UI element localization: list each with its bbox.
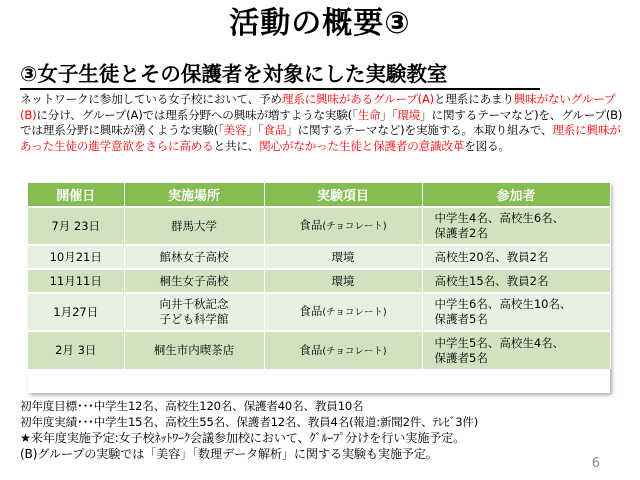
item-main: 食品 [299,218,323,232]
emphasis-text: 食品 [263,123,287,137]
emphasis-text: 理系に興味があるグループ(A) [281,92,435,106]
emphasis-text: 環境 [397,107,421,122]
next-year-plan: ★来年度実施予定:女子校ﾈｯﾄﾜｰｸ会議参加校において、ｸﾞﾙｰﾌﾟ分けを行い実施予定。 [20,431,466,445]
cell-participants [422,245,610,269]
participants-line: 中学生4名、高校生6名、 [434,211,565,225]
footer-notes [20,398,625,462]
first-year-goal: 初年度目標･･･中学生12名、高校生120名、保護者40名、教員10名 [20,399,364,413]
cell-place [124,331,264,369]
intro-text: 」に関するテーマなど)を実施する。本取り組みで、 [286,123,553,137]
emphasis-text: 興味がないグループ(B) [20,92,616,122]
table-row [28,245,610,269]
cell-place [124,269,264,293]
participants-line: 中学生5名、高校生4名、 [434,335,565,350]
item-sub: (チョコレート) [322,345,387,357]
intro-text: ネットワークに参加している女子校において、予め [20,92,282,106]
header-item: 実験項目 [264,183,422,207]
table-row [28,207,610,245]
place-line: 館林女子高校 [159,249,229,264]
section-subtitle: ③女子生徒とその保護者を対象にした実験教室 [20,60,540,90]
cell-date: 2月 3日 [28,331,124,369]
cell-item [264,269,422,293]
header-place: 実施場所 [124,183,264,207]
cell-participants [422,269,610,293]
cell-item [264,207,422,245]
cell-participants [422,331,610,369]
page-title: 活動の概要③ [229,6,411,41]
emphasis-text: 生命 [357,107,381,122]
intro-paragraph [20,92,625,154]
schedule-table [28,183,610,393]
page-number: 6 [591,456,600,471]
item-main: 食品 [299,304,323,318]
cell-participants [422,207,610,245]
cell-date: 10月21日 [28,245,124,269]
participants-line: 高校生15名、教員2名 [434,273,549,288]
emphasis-text: 関心がなかった生徒と保護者の意識改革 [259,138,465,153]
participants-line: 保護者5名 [434,350,488,365]
header-date: 開催日 [28,183,124,207]
group-b-plan: (B)グループの実験では「美容」「数理データ解析」に関する実験も実施予定。 [20,447,438,461]
item-main: 環境 [331,273,355,288]
place-line: 桐生女子高校 [159,273,229,288]
intro-text: と共に、 [213,138,260,153]
intro-text: と理系にあまり [434,92,514,106]
item-sub: (チョコレート) [322,307,387,318]
item-sub: (チョコレート) [322,221,387,232]
place-line: 群馬大学 [171,218,217,233]
emphasis-text: 美容 [223,123,247,137]
cell-place [124,207,264,245]
item-main: 食品 [299,342,323,357]
cell-date: 11月11日 [28,269,124,293]
place-line: 向井千秋記念 [159,297,229,311]
participants-line: 高校生20名、教員2名 [434,249,549,264]
intro-text: 」に関するテーマなど)を、グループ(B)では理系分野に興味が湧くような実験(「 [20,107,623,137]
cell-date: 7月 23日 [28,207,124,245]
participants-line: 保護者2名 [434,226,488,240]
cell-participants [422,293,610,331]
cell-item [264,245,422,269]
intro-text: に分け、グループ(A)では理系分野への興味が増すような実験(「 [36,107,358,122]
participants-line: 中学生6名、高校生10名、 [434,297,572,311]
table-row [28,293,610,331]
participants-line: 保護者5名 [434,312,488,326]
intro-text: 」「 [246,123,264,137]
first-year-result: 初年度実績･･･中学生15名、高校生55名、保護者12名、教員4名(報道:新聞2件、ﾃﾚﾋﾞ3件) [20,415,479,429]
cell-date: 1月27日 [28,293,124,331]
intro-text: を図る。 [464,138,510,153]
item-main: 環境 [331,249,355,264]
table-row [28,269,610,293]
cell-item [264,331,422,369]
intro-text: 」「 [380,107,398,122]
header-participants: 参加者 [422,183,610,207]
table-row [28,331,610,369]
place-line: 桐生市内喫茶店 [153,343,235,357]
cell-item [264,293,422,331]
cell-place [124,245,264,269]
emphasis-text: 理系に興味があった生徒の進学意欲をさらに高める [20,123,621,153]
cell-place [124,293,264,331]
place-line: 子ども科学館 [159,312,229,326]
